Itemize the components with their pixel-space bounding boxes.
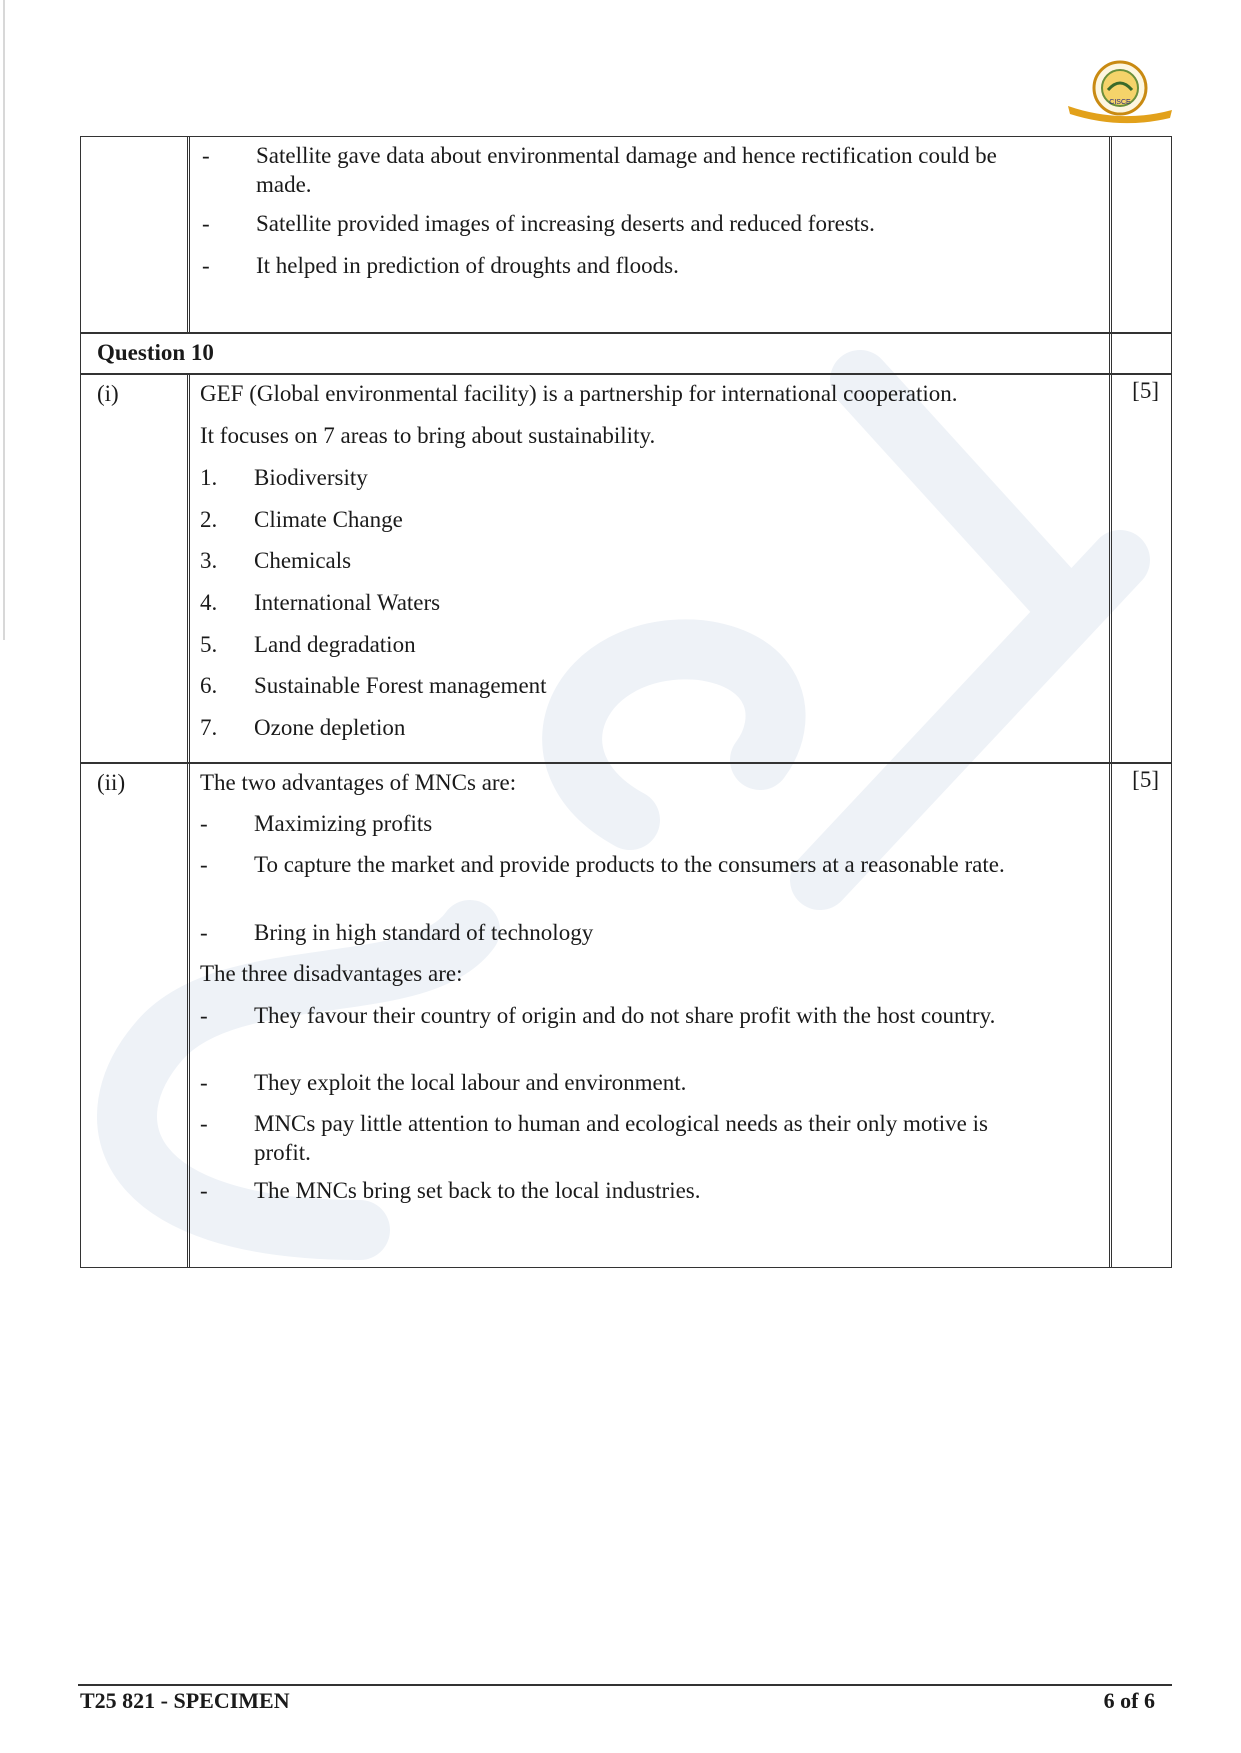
marks-cell [1109, 762, 1172, 1268]
scan-edge [3, 0, 5, 640]
question-heading-row [80, 332, 1172, 375]
marks-cell [1109, 373, 1172, 764]
continuation-row [80, 136, 1172, 334]
label-cell [80, 136, 190, 334]
cisce-logo-icon [1064, 56, 1176, 132]
content-cell: The two advantages of MNCs are: - Maximizing profits - To capture the market and provide products to the consumers at a reasonable rate. - Bring in high standard of technology The three disadvantages are: - They favour their country of origin and do not share profit with the host country. - They exploit the local labour and environment. - MNCs pay little attention to human and ecological needs as their only motive is profit. - The MNCs bring set back to the local industries. [187, 762, 1112, 1268]
advantages-heading: The two advantages of MNCs are: [200, 770, 517, 795]
paper-code: T25 821 - SPECIMEN [80, 1688, 290, 1713]
part-ii-row [80, 762, 1172, 1268]
part-label: (ii) [97, 770, 126, 795]
gef-intro: GEF (Global environmental facility) is a partnership for international cooperation. [200, 381, 958, 406]
part-label: (i) [97, 381, 119, 406]
part-i-row [80, 373, 1172, 764]
logo-text: CISCE [1109, 99, 1131, 106]
marks-cell [1109, 136, 1172, 334]
heading-cell [80, 332, 1112, 375]
marks-value: [5] [1132, 767, 1159, 792]
footer-rule [78, 1684, 1172, 1686]
label-cell [80, 373, 190, 764]
marks-value: [5] [1132, 378, 1159, 403]
marks-cell [1109, 332, 1172, 375]
disadvantages-heading: The three disadvantages are: [200, 961, 463, 986]
label-cell [80, 762, 190, 1268]
question-title: Question 10 [97, 340, 214, 365]
content-cell: GEF (Global environmental facility) is a partnership for international cooperation. It focuses on 7 areas to bring about sustainability. 1. Biodiversity 2. Climate Change 3. Chemicals 4. International Waters 5. Land degradation 6. Sustainable Forest management 7. Ozone depletion [187, 373, 1112, 764]
page-number: 6 of 6 [1103, 1688, 1155, 1713]
content-cell: - Satellite gave data about environmental damage and hence rectification could be made. - Satellite provided images of increasing deserts and reduced forests. - It helped in prediction of droughts and floods. [187, 136, 1112, 334]
gef-focus: It focuses on 7 areas to bring about sustainability. [200, 423, 656, 448]
